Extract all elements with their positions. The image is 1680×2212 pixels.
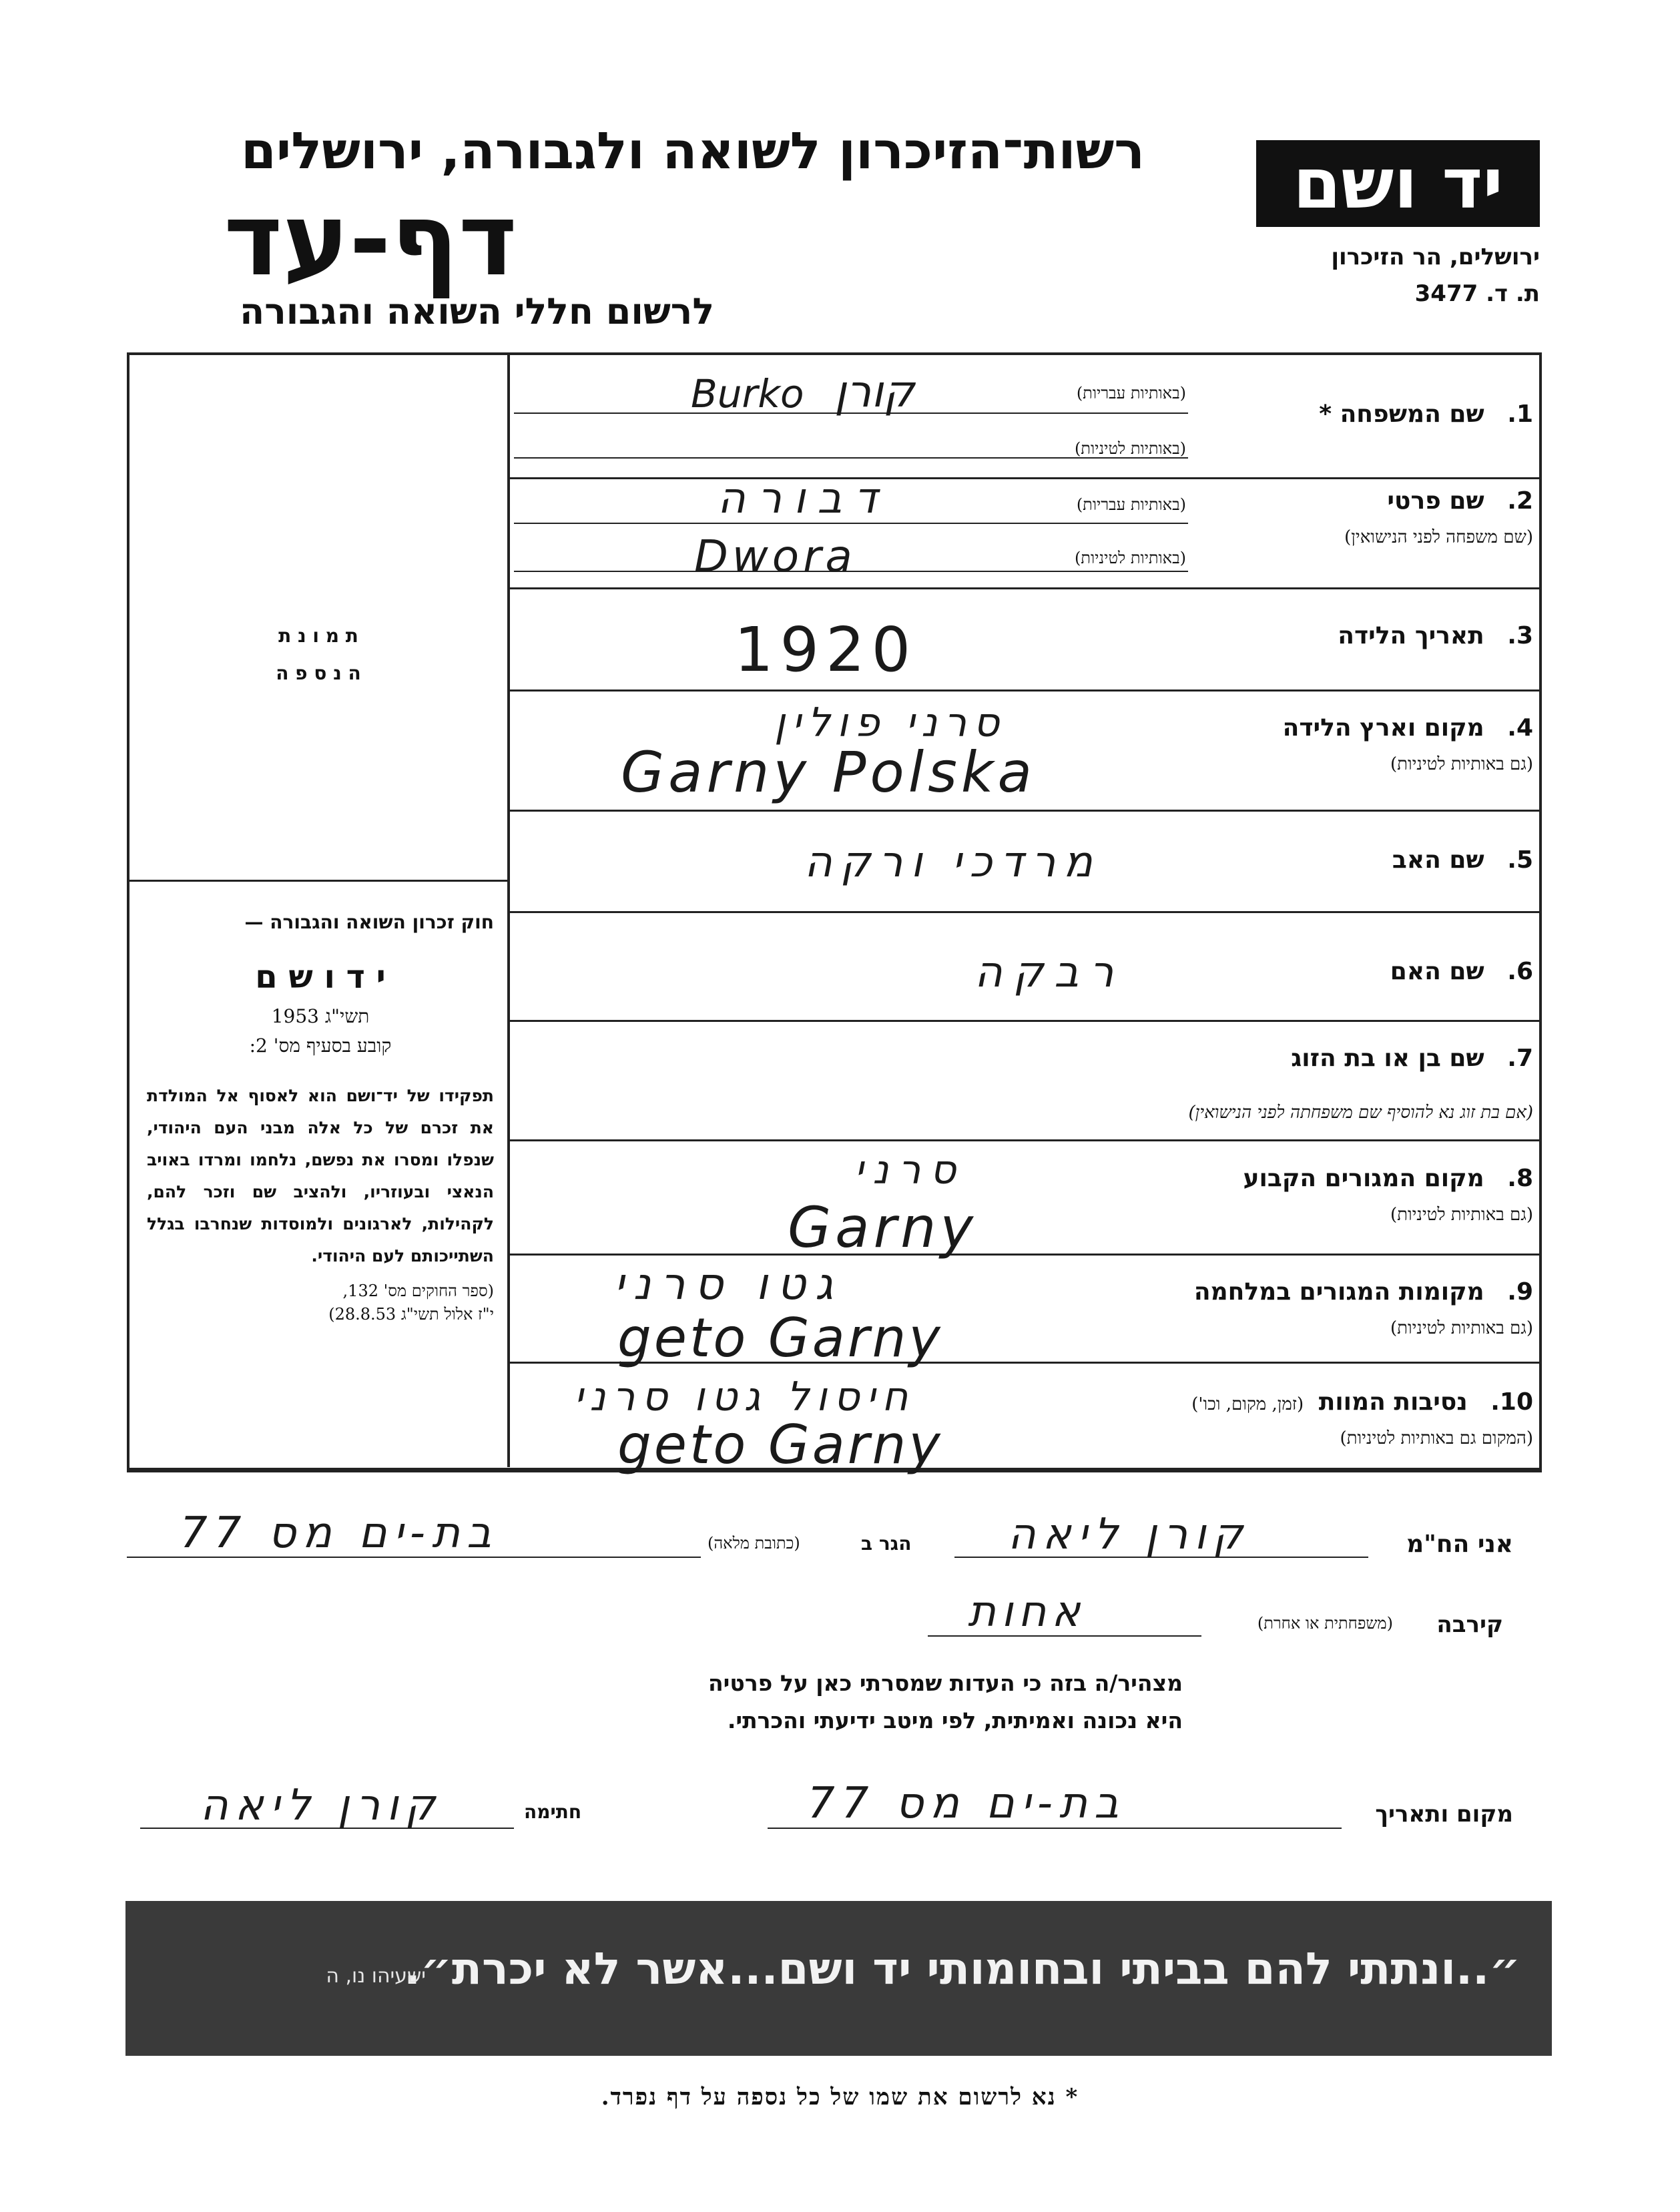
field-6-value[interactable]: רבקה bbox=[974, 948, 1125, 997]
field-9-label: 9. מקומות המגורים במלחמה bbox=[1193, 1278, 1533, 1306]
field-5-number: 5. bbox=[1507, 846, 1533, 874]
field-9-sublabel: (גם באותיות לטיניות) bbox=[1390, 1318, 1533, 1338]
field-8-value-latin[interactable]: Garny bbox=[788, 1195, 978, 1260]
quote-banner bbox=[125, 1901, 1552, 2056]
field-3-label: 3. תאריך הלידה bbox=[1338, 622, 1533, 649]
field-8-sublabel: (גם באותיות לטיניות) bbox=[1390, 1205, 1533, 1225]
yad-vashem-logo bbox=[1256, 140, 1540, 227]
banner-source: ישעיהו נו, ה bbox=[326, 1964, 426, 1988]
field-1-hint-hebrew: (באותיות עבריות) bbox=[1076, 384, 1186, 402]
field-2-number: 2. bbox=[1507, 487, 1533, 515]
field-3-value[interactable]: 1920 bbox=[734, 614, 918, 685]
address-hint: (כתובת מלאה) bbox=[708, 1534, 800, 1553]
field-9-value-hebrew[interactable]: גטו סרני bbox=[614, 1258, 843, 1310]
address-line-2: ת. ד. 3477 bbox=[1414, 280, 1540, 307]
field-4-sublabel: (גם באותיות לטיניות) bbox=[1390, 754, 1533, 774]
banner-quote: ״..ונתתי להם בביתי ובחומותי יד ושם...אשר לא יכרת״. bbox=[403, 1943, 1520, 1994]
sidebar-photo-separator bbox=[127, 880, 510, 882]
field-7-sublabel: (אם בת זוג נא להוסיף שם משפחתה לפני הנישואין) bbox=[1188, 1103, 1533, 1123]
field-2-sublabel: (שם משפחה לפני הנישואין) bbox=[1344, 527, 1533, 547]
field-9-value-latin[interactable]: geto Garny bbox=[617, 1307, 943, 1369]
field-2-label: 2. שם פרטי bbox=[1387, 487, 1533, 515]
field-2-value-hebrew[interactable]: דבורה bbox=[718, 474, 890, 523]
declarant-relation[interactable]: אחות bbox=[968, 1587, 1086, 1637]
field-10-number: 10. bbox=[1490, 1388, 1533, 1416]
row-separator bbox=[507, 477, 1542, 479]
row-separator bbox=[507, 1254, 1542, 1256]
field-10-value-latin[interactable]: geto Garny bbox=[617, 1414, 943, 1476]
field-2-hint-hebrew: (באותיות עבריות) bbox=[1076, 495, 1186, 514]
relation-label: קירבה bbox=[1436, 1611, 1503, 1638]
field-7-label: 7. שם בן או בת הזוג bbox=[1291, 1045, 1533, 1072]
law-source: (ספר החוקים מס' 132, bbox=[342, 1282, 494, 1300]
form-subtitle: לרשום חללי השואה והגבורה bbox=[240, 290, 714, 332]
field-5-value[interactable]: מרדכי ורקה bbox=[804, 838, 1101, 887]
field-10-label-extra: (זמן, מקום, וכו') bbox=[1191, 1394, 1304, 1414]
field-6-number: 6. bbox=[1507, 958, 1533, 985]
law-name: י ד ו ש ם bbox=[255, 958, 386, 996]
field-1-value-hebrew[interactable]: קורן bbox=[834, 366, 915, 417]
law-year: תשי"ג 1953 bbox=[271, 1005, 370, 1027]
logo-text: יד ושם bbox=[1293, 143, 1503, 224]
authority-title: רשות־הזיכרון לשואה ולגבורה, ירושלים bbox=[241, 121, 1145, 180]
row-separator bbox=[507, 689, 1542, 692]
field-1-label: 1. שם המשפחה * bbox=[1319, 400, 1533, 428]
law-text: תפקידו של יד־ושם הוא לאסוף אל המולדת את זכרם של כל אלה מבני העם היהודי, שנפלו ומסרו את נפשם, נלחמו ומרדו באויב הנאצי ובעוזריו, ולהציב שם וזכר להם, לקהילות, לארגונים ולמוסדות שנחרבו בגלל השתייכותם לעם היהודי. bbox=[147, 1086, 494, 1266]
field-8-label: 8. מקום המגורים הקבוע bbox=[1243, 1165, 1533, 1192]
address-line-1: ירושלים, הר הזיכרון bbox=[1331, 244, 1540, 270]
row-separator bbox=[507, 911, 1542, 913]
field-2-hint-latin: (באותיות לטיניות) bbox=[1074, 549, 1186, 567]
law-box bbox=[147, 911, 494, 1324]
field-4-value-hebrew[interactable]: סרני פולין bbox=[774, 700, 1007, 746]
field-10-value-hebrew[interactable]: חיסול גטו סרני bbox=[574, 1374, 915, 1420]
field-3-number: 3. bbox=[1507, 622, 1533, 649]
statement-line-2: היא נכונה ואמיתית, לפי מיטב ידיעתי והכרתי. bbox=[727, 1707, 1183, 1733]
law-title: חוק זכרון השואה והגבורה — bbox=[244, 911, 494, 933]
photo-label-line-1: ת מ ו נ ת bbox=[278, 625, 358, 647]
signature-value[interactable]: קורן ליאה bbox=[200, 1781, 443, 1830]
field-6-label: 6. שם האם bbox=[1390, 958, 1533, 985]
field-8-number: 8. bbox=[1507, 1165, 1533, 1192]
footnote: * נא לרשום את שמו של כל נספה על דף נפרד. bbox=[601, 2084, 1079, 2111]
field-4-value-latin[interactable]: Garny Polska bbox=[621, 740, 1037, 805]
field-9-number: 9. bbox=[1507, 1278, 1533, 1306]
field-10-label: 10. נסיבות המוות (זמן, מקום, וכו') bbox=[1191, 1388, 1533, 1416]
field-8-value-hebrew[interactable]: סרני bbox=[854, 1147, 966, 1193]
row-separator bbox=[507, 1139, 1542, 1141]
place-date-label: מקום ותאריך bbox=[1375, 1801, 1513, 1828]
field-1-number: 1. bbox=[1507, 400, 1533, 428]
resides-label: הגר ב bbox=[861, 1533, 912, 1555]
declarant-prefix: אני הח"מ bbox=[1406, 1531, 1513, 1558]
photo-box bbox=[129, 355, 507, 880]
field-1-hint-latin: (באותיות לטיניות) bbox=[1074, 439, 1186, 458]
field-5-label: 5. שם האב bbox=[1392, 846, 1533, 874]
field-2-value-latin[interactable]: Dwora bbox=[694, 531, 856, 582]
place-date-value[interactable]: בת-ים מס 77 bbox=[808, 1779, 1126, 1828]
relation-hint: (משפחתית או אחרת) bbox=[1257, 1614, 1393, 1633]
form-title: דף-עד bbox=[224, 182, 517, 298]
declarant-name[interactable]: קורן ליאה bbox=[1008, 1510, 1250, 1559]
row-separator bbox=[507, 1020, 1542, 1022]
row-separator bbox=[507, 810, 1542, 812]
statement-line-1: מצהיר/ה בזה כי העדות שמסרתי כאן על פרטיה bbox=[708, 1670, 1183, 1696]
law-clause: קובע בסעיף מס' 2: bbox=[249, 1035, 392, 1057]
field-4-label: 4. מקום וארץ הלידה bbox=[1282, 714, 1533, 742]
photo-label-line-2: ה נ ס פ ה bbox=[276, 662, 361, 684]
declarant-address[interactable]: בת-ים מס 77 bbox=[180, 1508, 499, 1558]
field-4-number: 4. bbox=[1507, 714, 1533, 742]
field-7-number: 7. bbox=[1507, 1045, 1533, 1072]
field-1-value-latin[interactable]: Burko bbox=[691, 371, 804, 417]
sidebar-divider bbox=[507, 352, 510, 1467]
row-separator bbox=[507, 587, 1542, 589]
law-date: י"ז אלול תשי"ג 28.8.53) bbox=[328, 1305, 494, 1324]
field-10-sublabel: (המקום גם באותיות לטיניות) bbox=[1340, 1428, 1533, 1448]
signature-label: חתימה bbox=[524, 1801, 582, 1823]
